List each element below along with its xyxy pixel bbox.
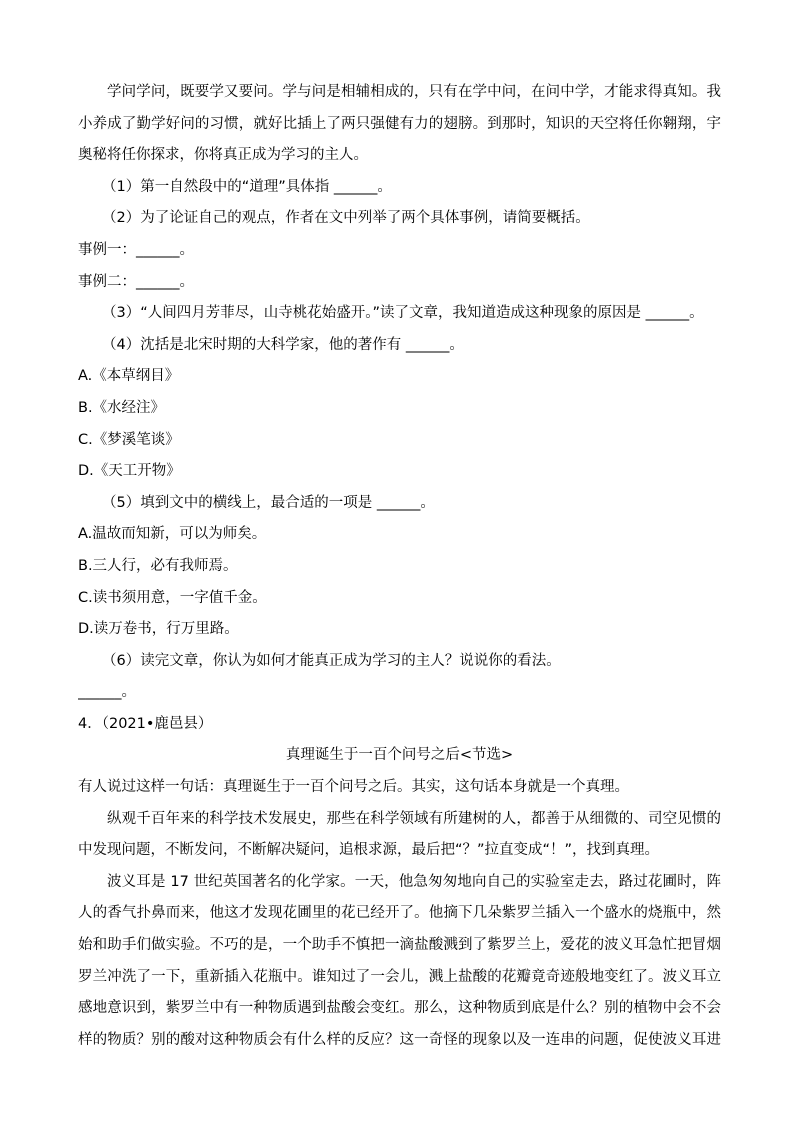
question-1: （1）第一自然段中的“道理”具体指 ______。	[102, 178, 392, 195]
question-2: （2）为了论证自己的观点，作者在文中列举了两个具体事例，请简要概括。	[102, 210, 590, 227]
question-4-option-a: A.《本草纲目》	[78, 368, 180, 385]
paragraph-line: 中发现问题，不断发问，不断解决疑问，追根求源，最后把“？”拉直变成“！”，找到真理。	[78, 842, 660, 859]
question-6-answer-blank: ______。	[78, 684, 136, 701]
question-3: （3）“人间四月芳菲尽，山寺桃花始盛开。”读了文章，我知道造成这种现象的原因是 ______。	[102, 305, 704, 322]
paragraph-line: 学问学问，既要学又要问。学与问是相辅相成的，只有在学中问，在问中学，才能求得真知。我	[107, 84, 721, 100]
section-4-label: 4．（2021•鹿邑县）	[78, 715, 213, 732]
question-5-option-a: A.温故而知新，可以为师矣。	[78, 526, 267, 543]
question-5-option-c: C.读书须用意，一字值千金。	[78, 589, 267, 606]
document-page	[78, 77, 721, 1056]
question-5-option-d: D.读万卷书，行万里路。	[78, 621, 239, 638]
paragraph-line: 感地意识到，紫罗兰中有一种物质遇到盐酸会变红。那么，这种物质到底是什么？别的植物中会不会	[78, 1000, 721, 1017]
question-5-option-b: B.三人行，必有我师焉。	[78, 557, 238, 574]
question-4: （4）沈括是北宋时期的大科学家，他的著作有 ______。	[102, 336, 464, 353]
section-4-title: 真理诞生于一百个问号之后<节选>	[285, 747, 514, 764]
paragraph-line: 奥秘将任你探求，你将真正成为学习的主人。	[78, 147, 368, 164]
example-2: 事例二：______。	[78, 273, 194, 290]
paragraph-line: 小养成了勤学好问的习惯，就好比插上了两只强健有力的翅膀。到那时，知识的天空将任你翱翔，宇	[78, 115, 721, 132]
question-6: （6）读完文章，你认为如何才能真正成为学习的主人？说说你的看法。	[102, 652, 561, 669]
paragraph-line: 罗兰冲洗了一下，重新插入花瓶中。谁知过了一会儿，溅上盐酸的花瓣竟奇迹般地变红了。波义耳立	[78, 968, 721, 985]
paragraph-line: 始和助手们做实验。不巧的是，一个助手不慎把一滴盐酸溅到了紫罗兰上，爱花的波义耳急忙把冒烟	[78, 937, 721, 954]
paragraph-line: 人的香气扑鼻而来，他这才发现花圃里的花已经开了。他摘下几朵紫罗兰插入一个盛水的烧瓶中，然	[78, 905, 721, 922]
question-5: （5）填到文中的横线上，最合适的一项是 ______。	[102, 494, 435, 511]
paragraph-line: 纵观千百年来的科学技术发展史，那些在科学领域有所建树的人，都善于从细微的、司空见惯的	[107, 810, 721, 827]
question-4-option-d: D.《天工开物》	[78, 463, 181, 480]
question-4-option-b: B.《水经注》	[78, 399, 166, 416]
section-4-paragraph-1: 有人说过这样一句话：真理诞生于一百个问号之后。其实，这句话本身就是一个真理。	[78, 779, 629, 796]
paragraph-line: 样的物质？别的酸对这种物质会有什么样的反应？这一奇怪的现象以及一连串的问题，促使波义耳进	[78, 1031, 721, 1048]
paragraph-learning	[78, 77, 721, 172]
section-4-paragraph-3	[78, 867, 721, 1057]
question-4-option-c: C.《梦溪笔谈》	[78, 431, 180, 448]
paragraph-line: 波义耳是 17 世纪英国著名的化学家。一天，他急匆匆地向自己的实验室走去，路过花圃时，阵	[107, 873, 721, 890]
section-4-paragraph-2	[78, 804, 721, 867]
example-1: 事例一：______。	[78, 241, 194, 258]
